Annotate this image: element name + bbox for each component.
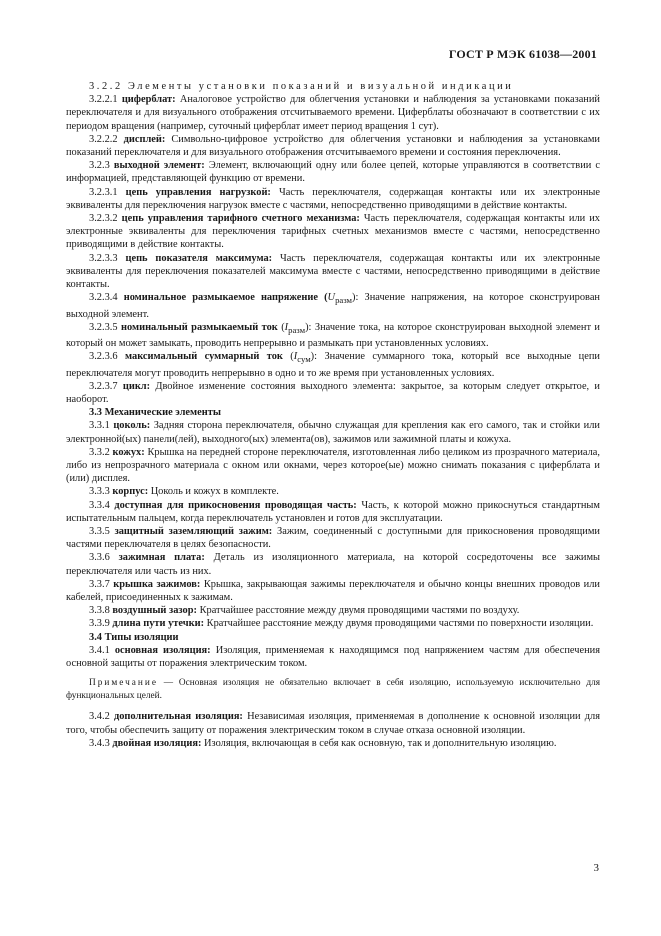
term: доступная для прикосновения проводящая часть: — [114, 499, 357, 511]
paragraph-3-2-2-2: 3.2.2.2 дисплей: Символьно-цифровое устройство для облегчения установки и наблюдения за установками показаний переключателя и для визуального отображения отсчитываемого времени и состояния переключения. — [66, 133, 600, 159]
term: основная изоляция: — [114, 644, 211, 656]
term: выходной элемент: — [113, 160, 205, 172]
paragraph-3-3-9: 3.3.9 длина пути утечки: Кратчайшее расстояние между двумя проводящими частями по поверхности изоляции. — [89, 618, 594, 630]
paragraph-3-2-3: 3.2.3 выходной элемент: Элемент, включающий одну или более цепей, которые управляются в соответствии с информацией, представляющей функцию от времени. — [66, 160, 601, 185]
section-heading-3-3: 3.3 Механические элементы — [89, 407, 221, 419]
paragraph-3-3-8: 3.3.8 воздушный зазор: Кратчайшее расстояние между двумя проводящими частями по воздуху. — [89, 605, 520, 617]
term: цепь управления тарифного счетного механизма: — [121, 213, 360, 225]
note-text: — Основная изоляция не обязательно включает в себя изоляцию, используемую исключительно для функциональных целей. — [66, 678, 600, 701]
note-label: Примечание — [89, 678, 158, 689]
symbol: U — [327, 292, 336, 304]
symbol-subscript: сум — [297, 354, 311, 365]
paragraph-3-3-5: 3.3.5 защитный заземляющий зажим: Зажим, соединенный с доступными для прикосновения проводящими частями переключателя в целях безопасности. — [66, 525, 600, 551]
symbol: I — [284, 321, 289, 333]
paragraph-3-3-6: 3.3.6 зажимная плата: Деталь из изоляционного материала, на которой сосредоточены все зажимы переключателя или часть из них. — [66, 552, 601, 577]
term: дополнительная изоляция: — [113, 711, 243, 723]
paragraph-3-3-1: 3.3.1 цоколь: Задняя сторона переключателя, обычно служащая для крепления как его самого, так и стойки или электронной(ых) панели(лей), выходного(ых) элемента(ов), зажимов или зажимной платы и кожуха. — [66, 420, 600, 445]
term: дисплей: — [123, 133, 166, 145]
paragraph-3-2-3-3: 3.2.3.3 цепь показателя максимума: Часть переключателя, содержащая контакты или их электронные эквиваленты для переключения показателей максимума вместе с частями, непосредственно приводящими в действие контакты. — [66, 252, 601, 291]
term: номинальное размыкаемое напряжение ( — [123, 292, 328, 304]
paragraph-3-2-3-6: 3.2.3.6 максимальный суммарный ток $(I_{сум})$: Значение суммарного тока, который все выходные цепи переключателя могут проводить непрерывно в одно и то же время при установленных условиях. — [66, 351, 600, 379]
symbol-subscript: разм — [335, 295, 353, 306]
paragraph-3-2-3-4: 3.2.3.4 номинальное размыкаемое напряжение $(U_{разм})$: Значение напряжения, на которое сконструирован выходной элемент. — [66, 292, 600, 320]
symbol-subscript: разм — [288, 324, 306, 335]
term: зажимная плата: — [118, 552, 205, 564]
paragraph-3-4-1: 3.4.1 основная изоляция: Изоляция, применяемая к находящимся под напряжением частям для обеспечения основной защиты от поражения электрическим током. — [66, 644, 600, 669]
note-paragraph — [66, 677, 600, 702]
term: максимальный суммарный ток — [125, 351, 283, 363]
document-header: ГОСТ Р МЭК 61038—2001 — [448, 47, 597, 61]
document-body — [66, 80, 600, 750]
term: цоколь: — [113, 420, 151, 432]
term: защитный заземляющий зажим: — [114, 525, 273, 537]
section-heading: Элементы установки показаний и визуальной индикации — [127, 81, 514, 92]
paragraph-3-4-2: 3.4.2 дополнительная изоляция: Независимая изоляция, применяемая в дополнение к основной изоляции для того, чтобы обеспечить защиту от поражения электрическим током в случае отказа основной изоляции. — [66, 711, 600, 736]
term: цепь управления нагрузкой: — [125, 186, 271, 198]
paragraph-3-4-3: 3.4.3 двойная изоляция: Изоляция, включающая в себя как основную, так и дополнительную изоляцию. — [89, 737, 557, 749]
term: цикл: — [122, 380, 151, 392]
term: крышка зажимов: — [113, 578, 201, 590]
paragraph-3-3-2: 3.3.2 кожух: Крышка на передней стороне переключателя, изготовленная либо целиком из прозрачного материала, либо из непрозрачного материала с окном или окнами, через которое(ые) можно снимать показания с циферблата и (или) дисплея. — [66, 446, 600, 485]
paragraph-3-3-3: 3.3.3 корпус: Цоколь и кожух в комплекте. — [89, 486, 279, 498]
section-heading-3-4: 3.4 Типы изоляции — [89, 631, 179, 643]
paragraph-3-2-3-1: 3.2.3.1 цепь управления нагрузкой: Часть переключателя, содержащая контакты или их электронные эквиваленты для переключения нагрузок вместе с частями, непосредственно приводящими в действие контакты. — [66, 186, 600, 211]
paragraph-3-2-3-5: 3.2.3.5 номинальный размыкаемый ток $(I_{разм})$: Значение тока, на которое сконструирован выходной элемент и который он может замыкать, проводить непрерывно и размыкать при установленных условиях. — [66, 321, 600, 350]
paragraph-3-3-4: 3.3.4 доступная для прикосновения проводящая часть: Часть, к которой можно прикоснуться стандартным испытательным пальцем, когда переключатель установлен и готов для эксплуатации. — [66, 499, 600, 524]
symbol: I — [293, 351, 298, 363]
term: воздушный зазор: — [112, 605, 197, 617]
paragraph-3-2-3-7: 3.2.3.7 цикл: Двойное изменение состояния выходного элемента: закрытое, за которым следует открытое, и наоборот. — [66, 380, 600, 405]
term: двойная изоляция: — [112, 737, 202, 749]
term: кожух: — [112, 446, 145, 458]
page-number: 3 — [593, 862, 599, 874]
term: корпус: — [112, 486, 149, 498]
paragraph-3-2-2: 3.2.2 Элементы установки показаний и визуальной индикации — [89, 81, 514, 92]
paragraph-3-2-3-2: 3.2.3.2 цепь управления тарифного счетного механизма: Часть переключателя, содержащая контакты или их электронные эквиваленты для переключения тарифных счетных механизмов вместе с частями, непосредственно приводящими в действие контакты. — [66, 213, 600, 251]
term: номинальный размыкаемый ток — [121, 321, 278, 333]
term: циферблат: — [121, 94, 176, 106]
term: длина пути утечки: — [112, 618, 205, 630]
paragraph-3-2-2-1: 3.2.2.1 циферблат: Аналоговое устройство для облегчения установки и наблюдения за установками показаний переключателя и для визуального отображения отсчитываемого времени. Циферблаты обозначают в соответствии с их периодом вращения (например, суточный циферблат имеет период вращения 1 сут). — [66, 94, 600, 132]
term: цепь показателя максимума: — [125, 252, 273, 264]
paragraph-3-3-7: 3.3.7 крышка зажимов: Крышка, закрывающая зажимы переключателя и обычно концы внешних проводов или кабелей, присоединенных к зажимам. — [66, 578, 600, 603]
